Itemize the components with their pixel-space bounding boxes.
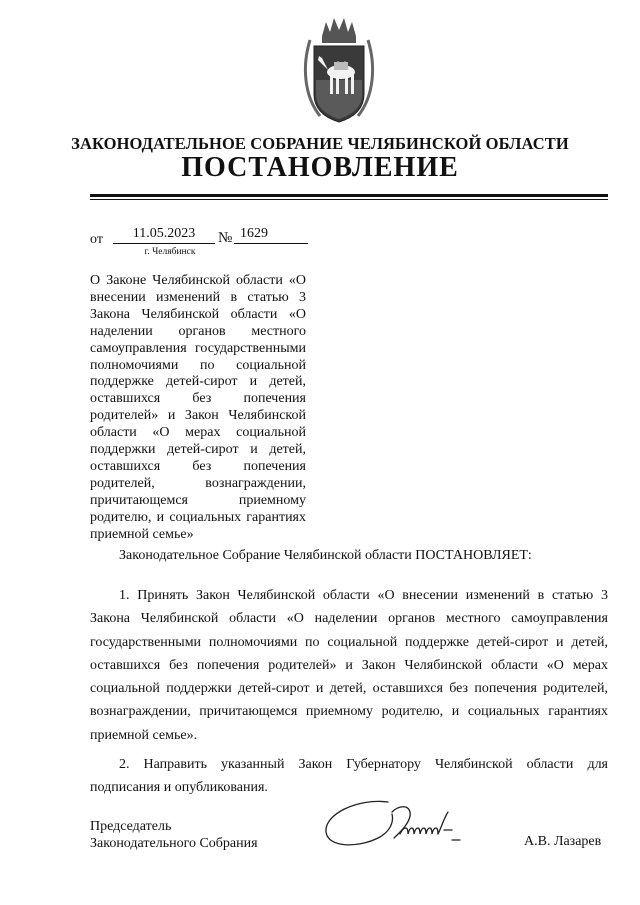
document-date: 11.05.2023 [113,226,215,244]
handwritten-signature-icon [318,790,478,860]
header-rule-thick [90,194,608,197]
header-rule-thin [90,199,608,200]
document-body [90,584,608,806]
signatory-title [90,818,258,852]
signatory-name: А.В. Лазарев [524,834,602,849]
body-paragraph-1: 1. Принять Закон Челябинской области «О внесении изменений в статью 3 Закона Челябинской области «О наделении органов местного самоуправления государственными полномочиями по социальной поддержке детей-сирот и детей, оставшихся без попечения родителей» и Закон Челябинской области «О мерах социальной поддержки детей-сирот и детей, оставшихся без попечения родителей, вознаграждении, причитающемся приемному родителю, и социальных гарантиях приемной семье». [90,588,608,743]
resolves-statement: Законодательное Собрание Челябинской области ПОСТАНОВЛЯЕТ: [119,548,532,563]
document-number: 1629 [234,226,308,244]
date-label: от [90,232,103,247]
body-paragraph-2: 2. Направить указанный Закон Губернатору Челябинской области для подписания и опубликования. [90,757,608,796]
signatory-title-line-2: Законодательного Собрания [90,836,258,851]
signatory-title-line-1: Председатель [90,819,172,834]
organization-name: ЗАКОНОДАТЕЛЬНОЕ СОБРАНИЕ ЧЕЛЯБИНСКОЙ ОБЛАСТИ [71,134,569,153]
document-subject: О Законе Челябинской области «О внесении изменений в статью 3 Закона Челябинской области «О наделении органов местного самоуправления государственными полномочиями по социальной поддержке детей-сирот и детей, оставшихся без попечения родителей» и Закон Челябинской области «О мерах социальной поддержки детей-сирот и детей, оставшихся без попечения родителей, вознаграждении, причитающемся приемному родителю, и социальных гарантиях приемной семье» [90,273,306,542]
number-label: № [218,230,233,246]
city-label: г. Челябинск [144,247,196,257]
document-type: ПОСТАНОВЛЕНИЕ [181,152,459,183]
coat-of-arms-icon [300,16,378,126]
